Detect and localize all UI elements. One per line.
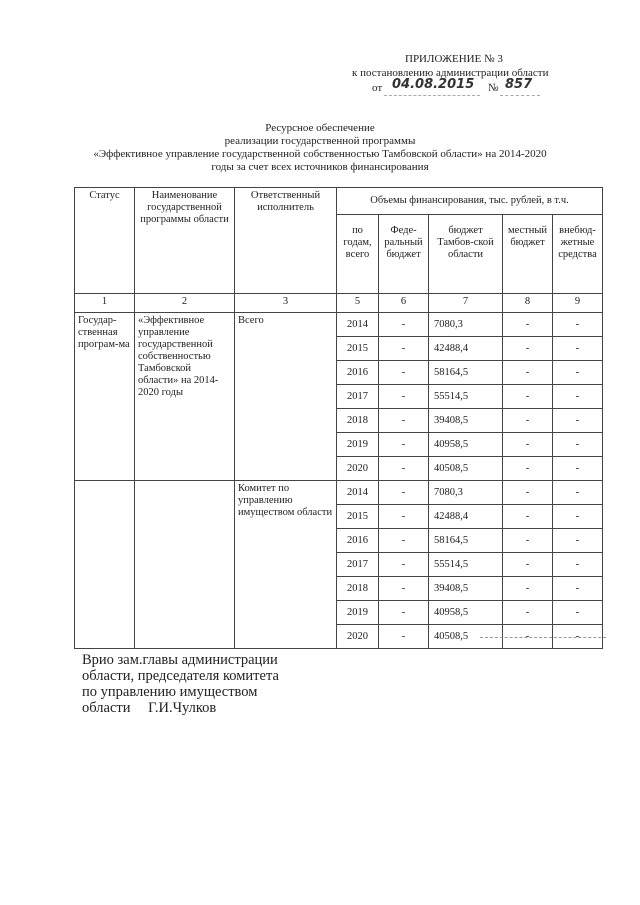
local-cell: - <box>503 577 553 601</box>
signature-prefix: области <box>82 700 131 716</box>
year-cell: 2018 <box>337 577 379 601</box>
number-underline <box>500 95 540 96</box>
extra-cell: - <box>553 337 603 361</box>
signature-line2: области, председателя комитета <box>82 668 279 684</box>
regional-cell: 40508,5 <box>429 625 503 649</box>
local-cell: - <box>503 601 553 625</box>
local-cell: - <box>503 337 553 361</box>
extra-cell: - <box>553 313 603 337</box>
year-cell: 2016 <box>337 361 379 385</box>
doc-title-line1: Ресурсное обеспечение <box>265 122 375 134</box>
signature-line1: Врио зам.главы администрации <box>82 652 278 668</box>
col-number: 2 <box>135 294 235 313</box>
federal-cell: - <box>379 457 429 481</box>
doc-title-line2: реализации государственной программы <box>224 135 416 147</box>
group2-executor: Комитет по управлению имуществом области <box>235 481 337 649</box>
local-cell: - <box>503 625 553 649</box>
appendix-subtitle: к постановлению администрации области <box>352 67 549 79</box>
header-by-years: по годам, всего <box>337 215 379 294</box>
date-prefix: от <box>372 82 383 94</box>
handwritten-date: 04.08.2015 <box>392 77 475 92</box>
federal-cell: - <box>379 553 429 577</box>
extra-cell: - <box>553 409 603 433</box>
year-cell: 2019 <box>337 433 379 457</box>
regional-cell: 42488,4 <box>429 337 503 361</box>
regional-cell: 55514,5 <box>429 385 503 409</box>
resource-table <box>74 187 603 649</box>
header-program-name: Наименование государственной программы области <box>135 188 235 294</box>
extra-cell: - <box>553 625 603 649</box>
local-cell: - <box>503 505 553 529</box>
appendix-title: ПРИЛОЖЕНИЕ № 3 <box>405 53 503 65</box>
group2-status <box>75 481 135 649</box>
regional-cell: 58164,5 <box>429 361 503 385</box>
federal-cell: - <box>379 625 429 649</box>
federal-cell: - <box>379 481 429 505</box>
regional-cell: 55514,5 <box>429 553 503 577</box>
group1-executor: Всего <box>235 313 337 481</box>
signature-name: Г.И.Чулков <box>148 700 217 716</box>
regional-cell: 40958,5 <box>429 433 503 457</box>
regional-cell: 39408,5 <box>429 577 503 601</box>
federal-cell: - <box>379 337 429 361</box>
year-cell: 2016 <box>337 529 379 553</box>
regional-cell: 39408,5 <box>429 409 503 433</box>
year-cell: 2014 <box>337 313 379 337</box>
year-cell: 2020 <box>337 457 379 481</box>
extra-cell: - <box>553 601 603 625</box>
local-cell: - <box>503 409 553 433</box>
col-number: 5 <box>337 294 379 313</box>
extra-cell: - <box>553 529 603 553</box>
regional-cell: 7080,3 <box>429 481 503 505</box>
date-underline <box>384 95 480 96</box>
local-cell: - <box>503 433 553 457</box>
year-cell: 2018 <box>337 409 379 433</box>
regional-cell: 40508,5 <box>429 457 503 481</box>
header-extra: внебюд-жетные средства <box>553 215 603 294</box>
header-executor: Ответственный исполнитель <box>235 188 337 294</box>
number-prefix: № <box>488 82 499 94</box>
col-number: 3 <box>235 294 337 313</box>
signature-line3: по управлению имуществом <box>82 684 258 700</box>
local-cell: - <box>503 553 553 577</box>
year-cell: 2019 <box>337 601 379 625</box>
local-cell: - <box>503 457 553 481</box>
extra-cell: - <box>553 481 603 505</box>
year-cell: 2015 <box>337 505 379 529</box>
table-row <box>75 481 603 505</box>
federal-cell: - <box>379 601 429 625</box>
table-row <box>75 313 603 337</box>
col-number: 8 <box>503 294 553 313</box>
header-local: местный бюджет <box>503 215 553 294</box>
column-number-row <box>75 294 603 313</box>
group2-program-name <box>135 481 235 649</box>
year-cell: 2017 <box>337 385 379 409</box>
local-cell: - <box>503 361 553 385</box>
regional-cell: 40958,5 <box>429 601 503 625</box>
year-cell: 2015 <box>337 337 379 361</box>
federal-cell: - <box>379 361 429 385</box>
extra-cell: - <box>553 385 603 409</box>
col-number: 1 <box>75 294 135 313</box>
regional-cell: 7080,3 <box>429 313 503 337</box>
doc-title-line4: годы за счет всех источников финансирования <box>211 161 429 173</box>
regional-cell: 42488,4 <box>429 505 503 529</box>
doc-title-line3: «Эффективное управление государственной собственностью Тамбовской области» на 2014-2020 <box>93 148 547 160</box>
extra-cell: - <box>553 457 603 481</box>
extra-cell: - <box>553 553 603 577</box>
extra-cell: - <box>553 505 603 529</box>
local-cell: - <box>503 313 553 337</box>
regional-cell: 58164,5 <box>429 529 503 553</box>
scan-artifact-line <box>480 637 606 638</box>
year-cell: 2020 <box>337 625 379 649</box>
col-number: 7 <box>429 294 503 313</box>
header-federal: Феде-ральный бюджет <box>379 215 429 294</box>
federal-cell: - <box>379 577 429 601</box>
header-status: Статус <box>75 188 135 294</box>
group1-status: Государ-ственная програм-ма <box>75 313 135 481</box>
federal-cell: - <box>379 313 429 337</box>
signature-block <box>82 652 279 716</box>
extra-cell: - <box>553 577 603 601</box>
col-number: 6 <box>379 294 429 313</box>
handwritten-number: 857 <box>505 77 533 92</box>
year-cell: 2017 <box>337 553 379 577</box>
federal-cell: - <box>379 409 429 433</box>
local-cell: - <box>503 481 553 505</box>
year-cell: 2014 <box>337 481 379 505</box>
federal-cell: - <box>379 385 429 409</box>
header-funding: Объемы финансирования, тыс. рублей, в т.ч. <box>337 188 603 215</box>
col-number: 9 <box>553 294 603 313</box>
header-regional: бюджет Тамбов-ской области <box>429 215 503 294</box>
local-cell: - <box>503 385 553 409</box>
extra-cell: - <box>553 433 603 457</box>
group1-program-name: «Эффективное управление государственной собственностью Тамбовской области» на 2014-2020 годы <box>135 313 235 481</box>
federal-cell: - <box>379 505 429 529</box>
extra-cell: - <box>553 361 603 385</box>
local-cell: - <box>503 529 553 553</box>
federal-cell: - <box>379 529 429 553</box>
signature-line4 <box>82 700 279 716</box>
federal-cell: - <box>379 433 429 457</box>
